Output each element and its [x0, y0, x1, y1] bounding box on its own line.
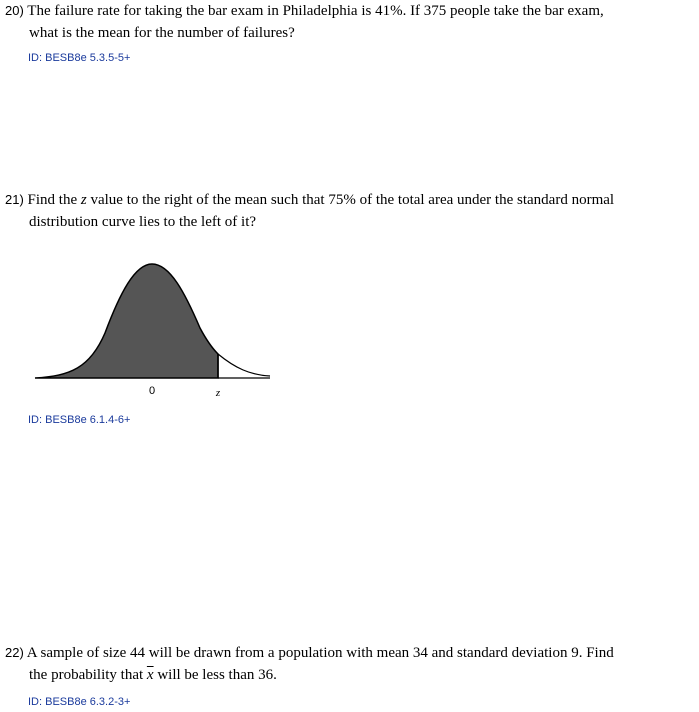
q22-line-2: [5, 664, 695, 686]
q21-number: 21): [5, 192, 24, 207]
q21-line-1: [5, 189, 695, 211]
label-zero: 0: [148, 385, 156, 397]
question-22: [5, 642, 695, 686]
q20-line-1: [5, 0, 695, 22]
q22-text-2a: the probability that: [29, 667, 147, 683]
q21-text-1a: Find the: [27, 192, 81, 208]
q22-var-xbar: $\overline{x}$: [146, 667, 154, 683]
question-21: [5, 189, 695, 233]
q21-text-2: distribution curve lies to the left of it?: [29, 214, 257, 230]
normal-curve-figure: [30, 258, 275, 403]
shaded-area: [35, 264, 218, 378]
q20-id: ID: BESB8e 5.3.5-5+: [28, 52, 131, 64]
q22-text-1: A sample of size 44 will be drawn from a population with mean 34 and standard deviation 9. Find: [26, 645, 614, 661]
q22-id: ID: BESB8e 6.3.2-3+: [28, 696, 131, 708]
q21-text-1b: value to the right of the mean such that 75% of the total area under the standard normal: [86, 192, 615, 208]
q20-text-2: what is the mean for the number of failures?: [29, 25, 295, 41]
label-z: z: [215, 387, 221, 399]
q22-number: 22): [5, 645, 24, 660]
q22-text-2b: will be less than 36.: [153, 667, 277, 683]
q20-number: 20): [5, 3, 24, 18]
q22-line-1: [5, 642, 695, 664]
question-20: [5, 0, 695, 44]
q21-var-z: z: [80, 192, 87, 208]
q21-id: ID: BESB8e 6.1.4-6+: [28, 414, 131, 426]
unshaded-tail: [218, 354, 270, 376]
q20-text-1: The failure rate for taking the bar exam in Philadelphia is 41%. If 375 people take the bar exam,: [27, 3, 604, 19]
